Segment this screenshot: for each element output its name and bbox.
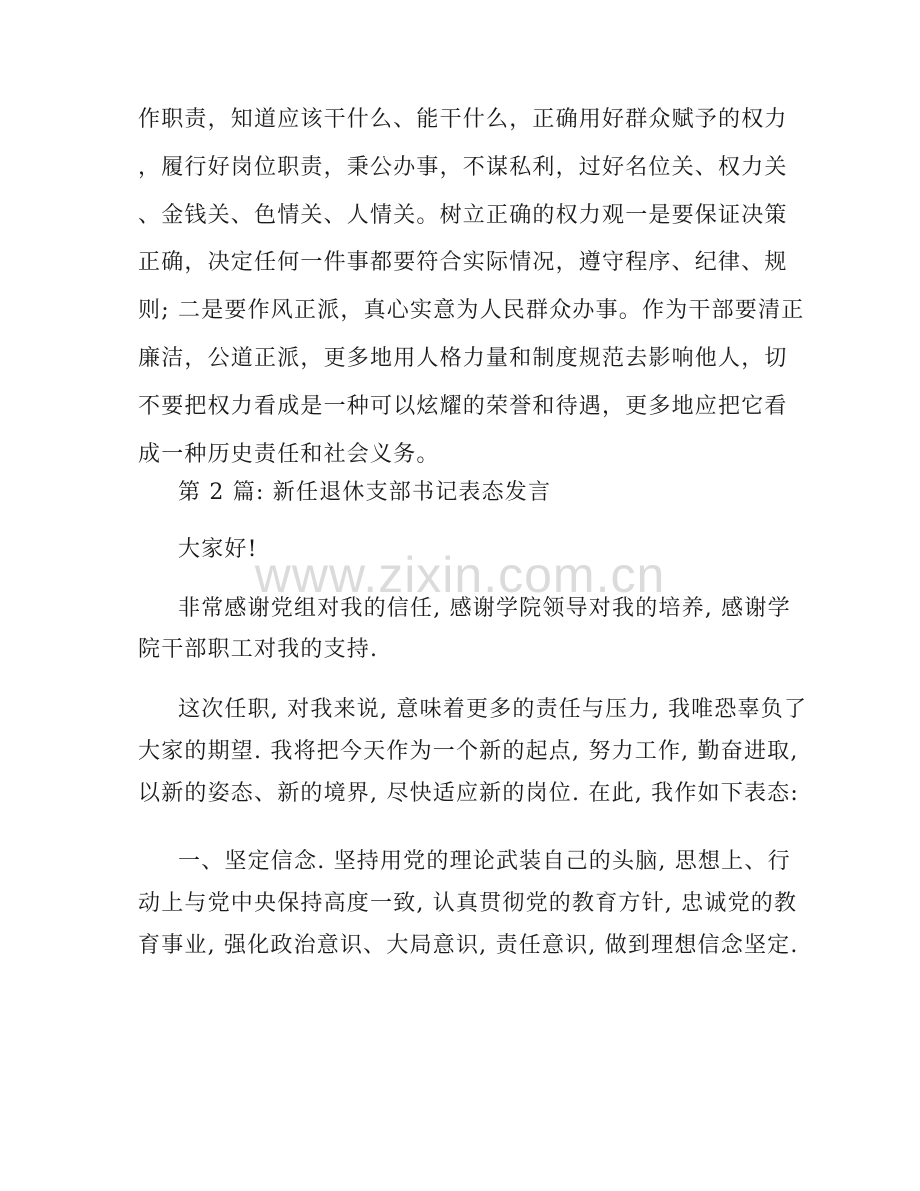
paragraph-power-duty-line-4: 正确，决定任何一件事都要符合实际情况，遵守程序、纪律、规 [138, 250, 788, 275]
paragraph-power-duty-line-7: 不要把权力看成是一种可以炫耀的荣誉和待遇，更多地应把它看 [138, 394, 788, 419]
paragraph-power-duty-line-1: 作职责，知道应该干什么、能干什么，正确用好群众赋予的权力 [138, 107, 788, 132]
paragraph-appointment-line-3: 以新的姿态、新的境界, 尽快适应新的岗位. 在此, 我作如下表态: [138, 781, 799, 806]
paragraph-thanks-line-2: 院干部职工对我的支持. [138, 637, 379, 662]
watermark: www.zixin.com.cn [254, 547, 666, 603]
paragraph-thanks-line-1: 非常感谢党组对我的信任, 感谢学院领导对我的培养, 感谢学 [178, 596, 791, 621]
greeting: 大家好! [178, 537, 258, 562]
paragraph-power-duty-line-3: 、金钱关、色情关、人情关。树立正确的权力观一是要保证决策 [138, 203, 788, 228]
paragraph-power-duty-line-2: ，履行好岗位职责，秉公办事，不谋私利，过好名位关、权力关 [138, 155, 788, 180]
paragraph-power-duty-line-8: 成一种历史责任和社会义务。 [138, 442, 440, 467]
section-heading: 第 2 篇: 新任退休支部书记表态发言 [178, 480, 552, 505]
paragraph-appointment-line-1: 这次任职, 对我来说, 意味着更多的责任与压力, 我唯恐辜负了 [178, 697, 808, 722]
paragraph-belief-line-2: 动上与党中央保持高度一致, 认真贯彻党的教育方针, 忠诚党的教 [138, 891, 798, 916]
paragraph-belief-line-3: 育事业, 强化政治意识、大局意识, 责任意识, 做到理想信念坚定. [138, 933, 799, 958]
paragraph-appointment-line-2: 大家的期望. 我将把今天作为一个新的起点, 努力工作, 勤奋进取, [138, 739, 799, 764]
paragraph-power-duty-line-6: 廉洁，公道正派，更多地用人格力量和制度规范去影响他人，切 [138, 346, 788, 371]
paragraph-power-duty-line-5: 则; 二是要作风正派，真心实意为人民群众办事。作为干部要清正 [138, 298, 805, 323]
paragraph-belief-line-1: 一、坚定信念. 坚持用党的理论武装自己的头脑, 思想上、行 [178, 849, 791, 874]
